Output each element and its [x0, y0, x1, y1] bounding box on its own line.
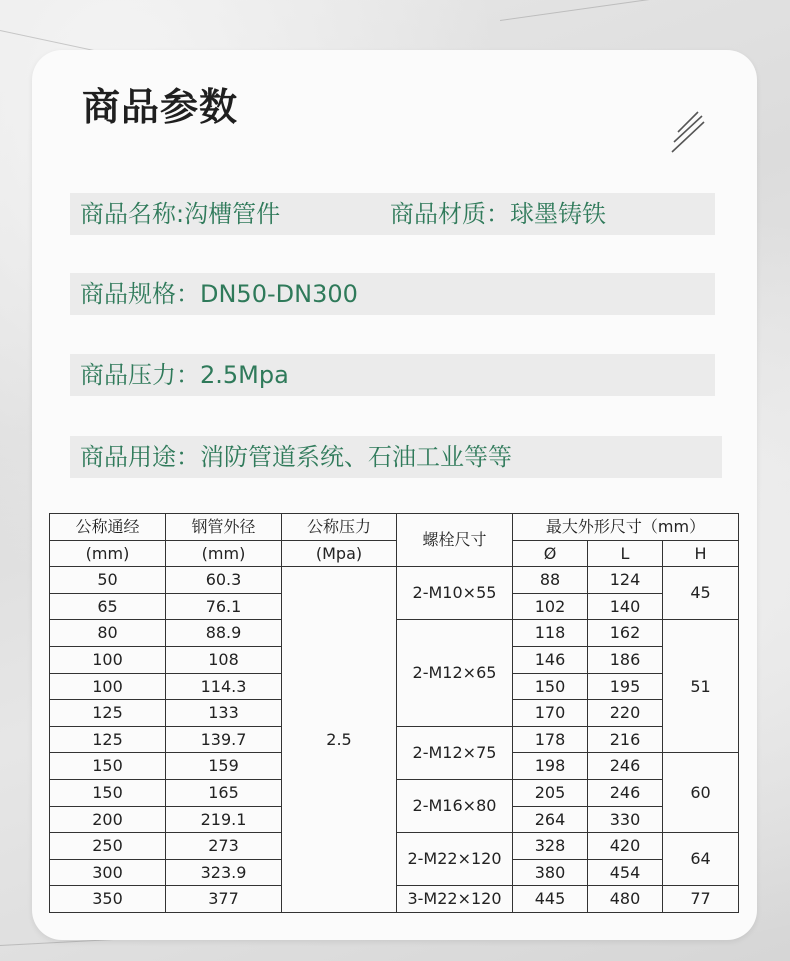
product-pressure: 商品压力：2.5Mpa	[80, 361, 289, 389]
bolt-cell: 3-M22×120	[397, 886, 513, 913]
pipe-cell: 114.3	[166, 673, 282, 700]
nominal-cell: 200	[50, 806, 166, 833]
info-bar-pressure	[70, 354, 715, 396]
table-row	[50, 567, 739, 594]
info-bar-name-material	[70, 193, 715, 235]
H-cell: 64	[663, 833, 739, 886]
parameters-table	[49, 513, 739, 913]
bolt-cell: 2-M22×120	[397, 833, 513, 886]
pipe-cell: 108	[166, 646, 282, 673]
dia-cell: 380	[513, 859, 588, 886]
bolt-cell: 2-M10×55	[397, 567, 513, 620]
L-cell: 330	[588, 806, 663, 833]
pipe-cell: 323.9	[166, 859, 282, 886]
dia-cell: 205	[513, 779, 588, 806]
info-bar-spec	[70, 273, 715, 315]
L-cell: 480	[588, 886, 663, 913]
pipe-cell: 60.3	[166, 567, 282, 594]
L-cell: 220	[588, 700, 663, 727]
header-dia: Ø	[513, 540, 588, 567]
L-cell: 246	[588, 753, 663, 780]
nominal-cell: 125	[50, 700, 166, 727]
pipe-cell: 377	[166, 886, 282, 913]
product-usage: 商品用途：消防管道系统、石油工业等等	[80, 443, 512, 471]
header-max-dims: 最大外形尺寸（mm）	[513, 514, 739, 541]
pipe-cell: 139.7	[166, 726, 282, 753]
product-material: 商品材质：球墨铸铁	[390, 200, 606, 228]
nominal-cell: 80	[50, 620, 166, 647]
bolt-cell: 2-M12×75	[397, 726, 513, 779]
dia-cell: 146	[513, 646, 588, 673]
H-cell: 60	[663, 753, 739, 833]
dia-cell: 328	[513, 833, 588, 860]
L-cell: 124	[588, 567, 663, 594]
header-nominal: 公称通经	[50, 514, 166, 541]
H-cell: 51	[663, 620, 739, 753]
L-cell: 162	[588, 620, 663, 647]
product-spec: 商品规格：DN50-DN300	[80, 280, 358, 308]
L-cell: 420	[588, 833, 663, 860]
bolt-cell: 2-M12×65	[397, 620, 513, 726]
nominal-cell: 250	[50, 833, 166, 860]
header-H: H	[663, 540, 739, 567]
header-pipe: 钢管外径	[166, 514, 282, 541]
dia-cell: 102	[513, 593, 588, 620]
page-title: 商品参数	[82, 85, 239, 129]
header-nominal-unit: (mm)	[50, 540, 166, 567]
bolt-cell: 2-M16×80	[397, 779, 513, 832]
nominal-cell: 350	[50, 886, 166, 913]
nominal-cell: 65	[50, 593, 166, 620]
nominal-cell: 50	[50, 567, 166, 594]
nominal-cell: 100	[50, 673, 166, 700]
pipe-cell: 273	[166, 833, 282, 860]
nominal-cell: 150	[50, 779, 166, 806]
nominal-cell: 100	[50, 646, 166, 673]
header-pressure-unit: (Mpa)	[282, 540, 397, 567]
pipe-cell: 159	[166, 753, 282, 780]
info-bar-usage	[70, 436, 722, 478]
pipe-cell: 133	[166, 700, 282, 727]
L-cell: 195	[588, 673, 663, 700]
dia-cell: 150	[513, 673, 588, 700]
header-L: L	[588, 540, 663, 567]
header-bolt: 螺栓尺寸	[397, 514, 513, 567]
parameters-card	[32, 50, 757, 940]
marble-vein	[500, 0, 787, 21]
dia-cell: 178	[513, 726, 588, 753]
header-pipe-unit: (mm)	[166, 540, 282, 567]
pressure-cell: 2.5	[282, 567, 397, 913]
slash-lines-icon	[668, 108, 708, 154]
dia-cell: 198	[513, 753, 588, 780]
product-name: 商品名称:沟槽管件	[80, 200, 281, 228]
pipe-cell: 219.1	[166, 806, 282, 833]
header-pressure: 公称压力	[282, 514, 397, 541]
pipe-cell: 88.9	[166, 620, 282, 647]
nominal-cell: 125	[50, 726, 166, 753]
dia-cell: 88	[513, 567, 588, 594]
dia-cell: 445	[513, 886, 588, 913]
dia-cell: 170	[513, 700, 588, 727]
nominal-cell: 150	[50, 753, 166, 780]
dia-cell: 264	[513, 806, 588, 833]
H-cell: 45	[663, 567, 739, 620]
pipe-cell: 76.1	[166, 593, 282, 620]
pipe-cell: 165	[166, 779, 282, 806]
L-cell: 246	[588, 779, 663, 806]
nominal-cell: 300	[50, 859, 166, 886]
L-cell: 454	[588, 859, 663, 886]
L-cell: 140	[588, 593, 663, 620]
L-cell: 186	[588, 646, 663, 673]
H-cell: 77	[663, 886, 739, 913]
L-cell: 216	[588, 726, 663, 753]
dia-cell: 118	[513, 620, 588, 647]
